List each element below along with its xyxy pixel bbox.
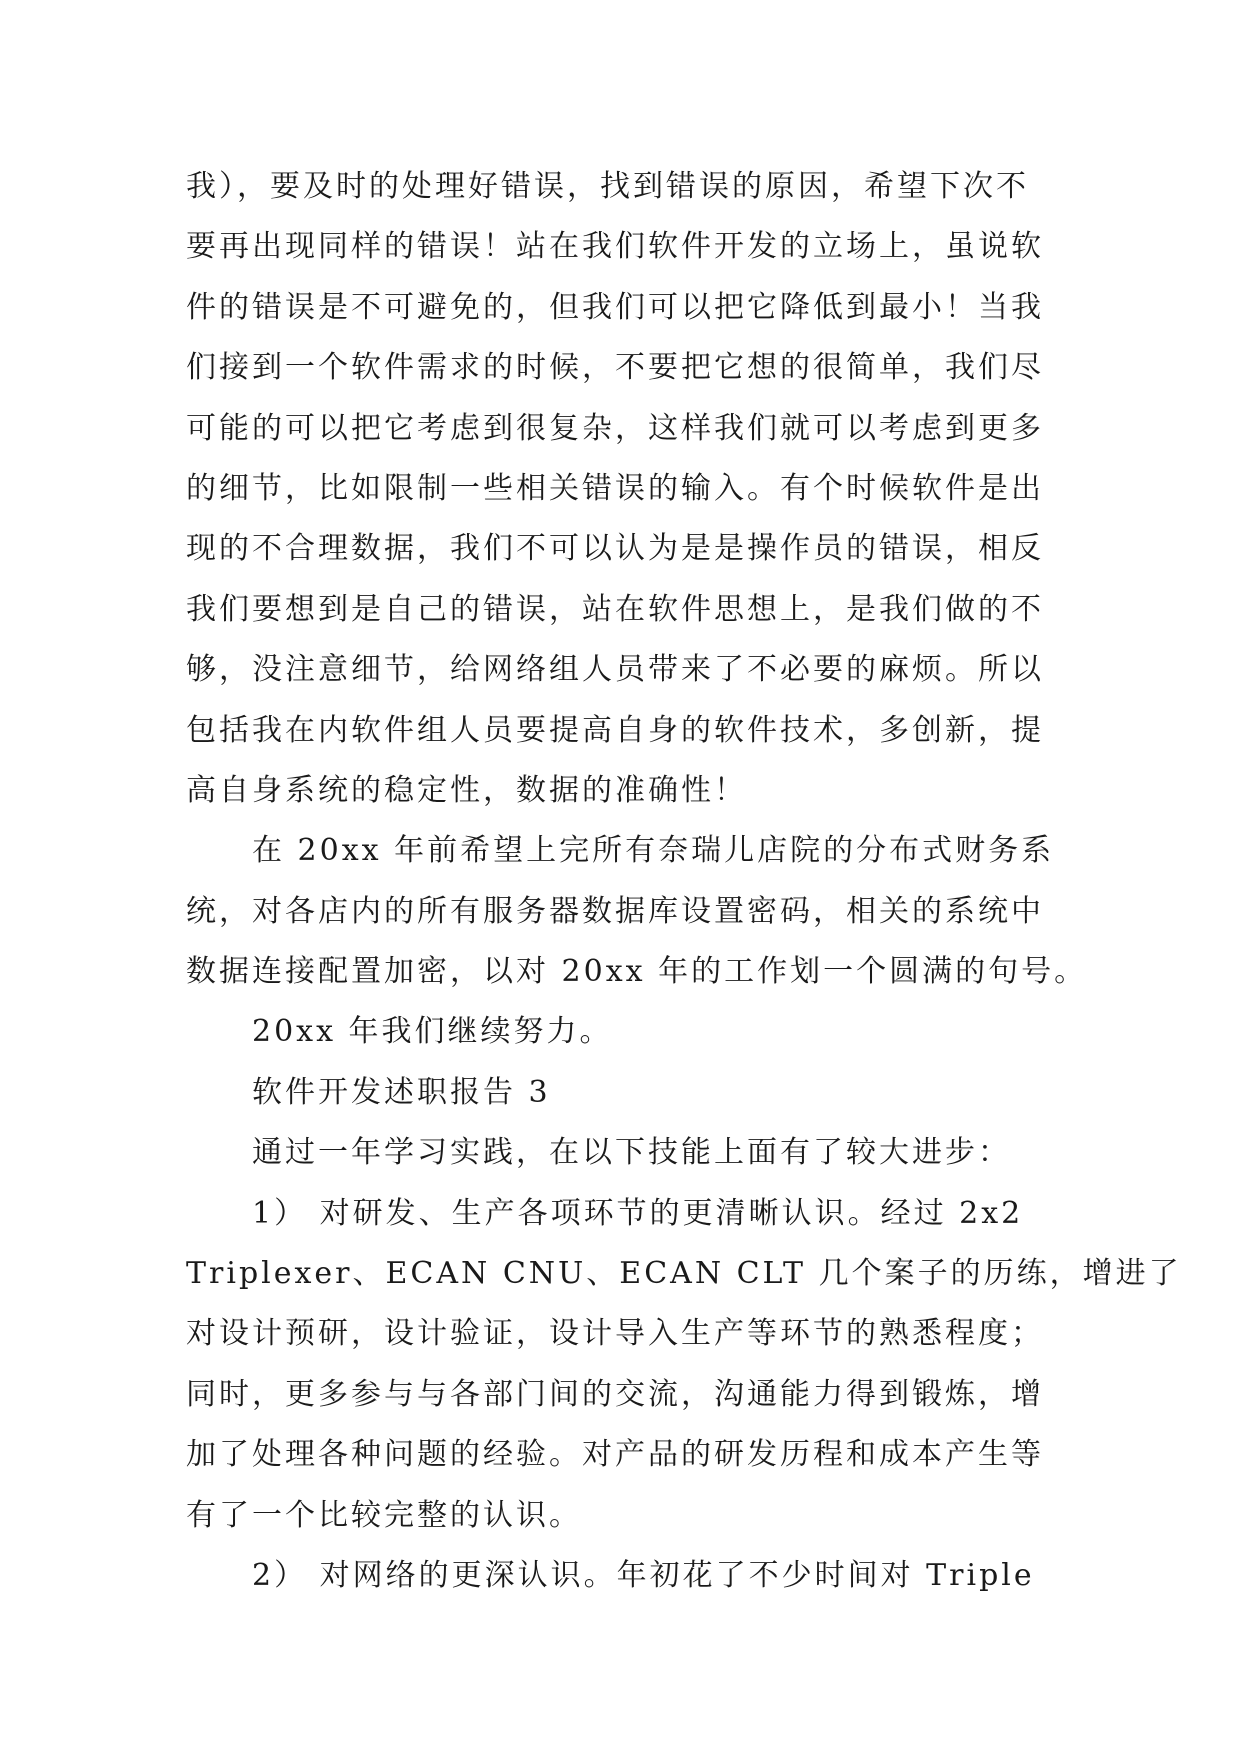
- text-line: 数据连接配置加密，以对 20xx 年的工作划一个圆满的句号。: [186, 954, 1088, 990]
- text-line: Triplexer、ECAN CNU、ECAN CLT 几个案子的历练，增进了: [186, 1256, 1182, 1292]
- text-line: 2） 对网络的更深认识。年初花了不少时间对 Triple: [252, 1557, 1035, 1593]
- text-line: 的细节，比如限制一些相关错误的输入。有个时候软件是出: [186, 470, 1044, 506]
- text-line: 们接到一个软件需求的时候，不要把它想的很简单，我们尽: [186, 350, 1044, 386]
- text-line: 高自身系统的稳定性，数据的准确性！: [186, 772, 747, 808]
- text-line: 我），要及时的处理好错误，找到错误的原因，希望下次不: [186, 169, 1029, 204]
- text-line: 要再出现同样的错误！站在我们软件开发的立场上，虽说软: [186, 229, 1044, 265]
- text-line: 在 20xx 年前希望上完所有奈瑞儿店院的分布式财务系: [252, 833, 1055, 869]
- text-line: 我们要想到是自己的错误，站在软件思想上，是我们做的不: [186, 591, 1044, 627]
- text-line: 可能的可以把它考虑到很复杂，这样我们就可以考虑到更多: [186, 410, 1044, 446]
- text-line: 统，对各店内的所有服务器数据库设置密码，相关的系统中: [186, 893, 1044, 929]
- text-line: 软件开发述职报告 3: [252, 1074, 551, 1110]
- text-line: 同时，更多参与与各部门间的交流，沟通能力得到锻炼，增: [186, 1376, 1044, 1412]
- text-line: 对设计预研，设计验证，设计导入生产等环节的熟悉程度；: [186, 1316, 1044, 1352]
- text-line: 包括我在内软件组人员要提高自身的软件技术，多创新，提: [186, 712, 1044, 748]
- text-line: 够，没注意细节，给网络组人员带来了不必要的麻烦。所以: [186, 652, 1044, 688]
- text-line: 件的错误是不可避免的，但我们可以把它降低到最小！当我: [186, 289, 1044, 325]
- text-line: 加了处理各种问题的经验。对产品的研发历程和成本产生等: [186, 1437, 1044, 1473]
- text-line: 20xx 年我们继续努力。: [252, 1014, 613, 1050]
- text-line: 1） 对研发、生产各项环节的更清晰认识。经过 2x2: [252, 1195, 1024, 1231]
- text-line: 通过一年学习实践，在以下技能上面有了较大进步：: [252, 1135, 1011, 1171]
- document-body: [186, 157, 1182, 1606]
- text-line: 现的不合理数据，我们不可以认为是是操作员的错误，相反: [186, 531, 1044, 567]
- text-line: 有了一个比较完整的认识。: [186, 1497, 582, 1533]
